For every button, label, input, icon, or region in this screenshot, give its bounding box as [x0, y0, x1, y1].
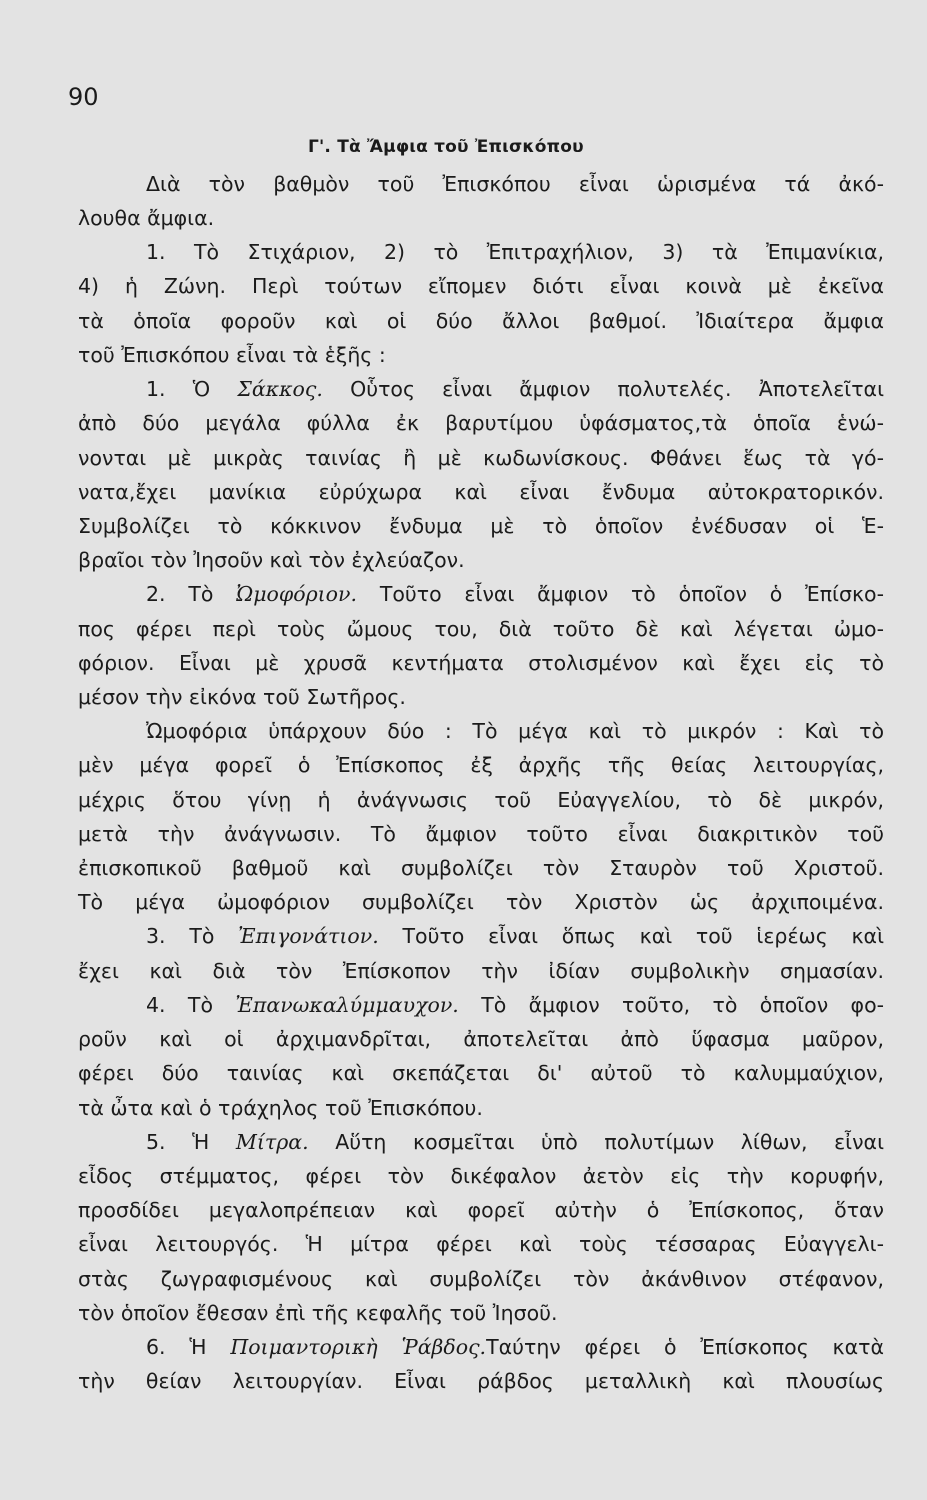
text-line: 4) ἡ Ζώνη. Περὶ τούτων εἴπομεν διότι εἶναι κοινὰ μὲ ἐκεῖνα — [78, 274, 884, 298]
text-line: νονται μὲ μικρὰς ταινίας ἢ μὲ κωδωνίσκους. Φθάνει ἕως τὰ γό- — [78, 446, 884, 470]
text-line: μὲν μέγα φορεῖ ὁ Ἐπίσκοπος ἐξ ἀρχῆς τῆς θείας λειτουργίας, — [78, 753, 884, 777]
item-term: Ποιμαντορικὴ Ῥάβδος. — [230, 1335, 487, 1359]
text-line: τὸν ὁποῖον ἔθεσαν ἐπὶ τῆς κεφαλῆς τοῦ Ἰησοῦ. — [78, 1301, 558, 1325]
text-line: εἶναι λειτουργός. Ἡ μίτρα φέρει καὶ τοὺς τέσσαρας Εὐαγγελι- — [78, 1232, 884, 1256]
text-line: τὰ ὦτα καὶ ὁ τράχηλος τοῦ Ἐπισκόπου. — [78, 1096, 483, 1120]
text-line: φέρει δύο ταινίας καὶ σκεπάζεται δι' αὐτοῦ τὸ καλυμμαύχιον, — [78, 1061, 884, 1085]
text-line: τὴν θείαν λειτουργίαν. Εἶναι ράβδος μεταλλικὴ καὶ πλουσίως — [78, 1369, 884, 1393]
text-line: ἀπὸ δύο μεγάλα φύλλα ἐκ βαρυτίμου ὑφάσματος,τὰ ὁποῖα ἑνώ- — [78, 411, 884, 435]
text-line: Συμβολίζει τὸ κόκκινον ἔνδυμα μὲ τὸ ὁποῖον ἐνέδυσαν οἱ Ἑ- — [78, 514, 884, 538]
text-line: 4. Τὸ Ἐπανωκαλύμμαυχον. Τὸ ἄμφιον τοῦτο, τὸ ὁποῖον φο- — [146, 993, 885, 1017]
item-term: Ἐπιγονάτιον. — [238, 924, 379, 948]
text-line: τὰ ὁποῖα φοροῦν καὶ οἱ δύο ἄλλοι βαθμοί. Ἰδιαίτερα ἄμφια — [78, 309, 884, 333]
text-line: ἐπισκοπικοῦ βαθμοῦ καὶ συμβολίζει τὸν Σταυρὸν τοῦ Χριστοῦ. — [78, 856, 884, 880]
text-line: μέσον τὴν εἰκόνα τοῦ Σωτῆρος. — [78, 685, 406, 709]
text-line: λουθα ἄμφια. — [78, 206, 215, 230]
text-line: 3. Τὸ Ἐπιγονάτιον. Τοῦτο εἶναι ὅπως καὶ τοῦ ἱερέως καὶ — [146, 924, 885, 948]
text-line: Τὸ μέγα ὠμοφόριον συμβολίζει τὸν Χριστὸν ὡς ἀρχιποιμένα. — [78, 890, 884, 914]
text-line: 5. Ἡ Μίτρα. Αὕτη κοσμεῖται ὑπὸ πολυτίμων λίθων, εἶναι — [146, 1130, 885, 1154]
text-line: φόριον. Εἶναι μὲ χρυσᾶ κεντήματα στολισμένον καὶ ἔχει εἰς τὸ — [78, 651, 884, 675]
item-term: Ὠμοφόριον. — [236, 582, 358, 606]
text-line: μετὰ τὴν ἀνάγνωσιν. Τὸ ἄμφιον τοῦτο εἶναι διακριτικὸν τοῦ — [78, 822, 884, 846]
text-line: Διὰ τὸν βαθμὸν τοῦ Ἐπισκόπου εἶναι ὡρισμένα τά ἀκό- — [146, 172, 884, 196]
text-line: προσδίδει μεγαλοπρέπειαν καὶ φορεῖ αὐτὴν ὁ Ἐπίσκοπος, ὅταν — [78, 1198, 884, 1222]
text-line: νατα,ἔχει μανίκια εὐρύχωρα καὶ εἶναι ἔνδυμα αὐτοκρατορικόν. — [78, 480, 884, 504]
text-line: μέχρις ὅτου γίνῃ ἡ ἀνάγνωσις τοῦ Εὐαγγελίου, τὸ δὲ μικρόν, — [78, 788, 884, 812]
text-line: 6. Ἡ Ποιμαντορικὴ Ῥάβδος.Ταύτην φέρει ὁ Ἐπίσκοπος κατὰ — [146, 1335, 884, 1359]
text-line: 1. Τὸ Στιχάριον, 2) τὸ Ἐπιτραχήλιον, 3) τὰ Ἐπιμανίκια, — [146, 240, 884, 264]
page-number: 90 — [68, 83, 99, 111]
text-line: εἶδος στέμματος, φέρει τὸν δικέφαλον ἀετὸν εἰς τὴν κορυφήν, — [78, 1164, 884, 1188]
section-heading: Γ'. Τὰ Ἄμφια τοῦ Ἐπισκόπου — [308, 137, 584, 157]
text-line: ἔχει καὶ διὰ τὸν Ἐπίσκοπον τὴν ἰδίαν συμβολικὴν σημασίαν. — [78, 959, 884, 983]
text-line: στὰς ζωγραφισμένους καὶ συμβολίζει τὸν ἀκάνθινον στέφανον, — [78, 1267, 884, 1291]
text-line: 1. Ὁ Σάκκος. Οὗτος εἶναι ἄμφιον πολυτελές. Ἀποτελεῖται — [146, 377, 884, 401]
item-term: Μίτρα. — [235, 1130, 309, 1154]
text-line: ροῦν καὶ οἱ ἀρχιμανδρῖται, ἀποτελεῖται ἀπὸ ὕφασμα μαῦρον, — [78, 1027, 884, 1051]
text-line: τοῦ Ἐπισκόπου εἶναι τὰ ἑξῆς : — [78, 343, 386, 367]
text-line: πος φέρει περὶ τοὺς ὤμους του, διὰ τοῦτο δὲ καὶ λέγεται ὠμο- — [78, 617, 884, 641]
text-line: Ὠμοφόρια ὑπάρχουν δύο : Τὸ μέγα καὶ τὸ μικρόν : Καὶ τὸ — [146, 719, 884, 743]
text-line: βραῖοι τὸν Ἰησοῦν καὶ τὸν ἐχλεύαζον. — [78, 548, 465, 572]
item-term: Ἐπανωκαλύμμαυχον. — [235, 993, 459, 1017]
text-line: 2. Τὸ Ὠμοφόριον. Τοῦτο εἶναι ἄμφιον τὸ ὁποῖον ὁ Ἐπίσκο- — [146, 582, 884, 606]
item-term: Σάκκος. — [237, 377, 323, 401]
